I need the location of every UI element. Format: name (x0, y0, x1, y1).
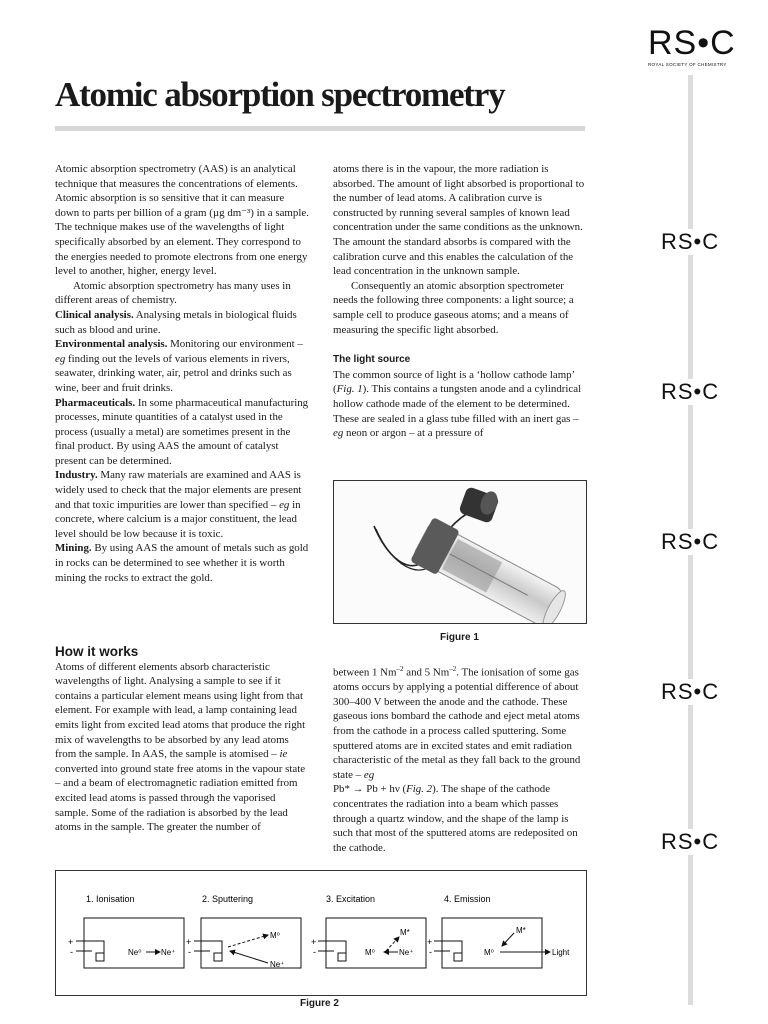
exponent: –2 (396, 665, 404, 673)
neon-atom: Ne⁰ (128, 948, 142, 957)
eg-abbrev: eg (333, 427, 344, 440)
components-paragraph: Consequently an atomic absorption spectrometer needs the following three components: a light source; a sample cell to produce gaseous atoms; and a means of measuring the specific light absorbed. (333, 279, 574, 336)
right-column-top (333, 162, 586, 441)
step-3-panel (311, 918, 426, 968)
step-2-panel (186, 918, 301, 969)
pressure-text: between 1 Nm (333, 666, 397, 679)
page-title: Atomic absorption spectrometry (55, 75, 505, 114)
figure-2-caption: Figure 2 (300, 998, 339, 1009)
intro-paragraph: Atomic absorption spectrometry (AAS) is an analytical technique that measures the concentrations of elements. Atomic absorption is so sensitive that it can measure down to parts per billion of a gram (µg dm⁻³) in a sample. The technique makes use of the wavelengths of light specifically absorbed by an element. They correspond to the energies needed to promote electrons from one energy level to another, higher, energy level. (55, 163, 309, 278)
calibration-paragraph: atoms there is in the vapour, the more radiation is absorbed. The amount of light absorbed is proportional to the number of lead atoms. A calibration curve is constructed by running several samples of known lead concentration under the same conditions as the unknown. The amount the standard absorbs is compared with the calibration curve and this enables the calculation of the lead concentration in the unknown sample. (333, 163, 585, 278)
light-label: Light (552, 948, 570, 957)
cathode-process-diagram (56, 871, 586, 995)
side-logo: RS•C (661, 229, 720, 254)
ie-abbrev: ie (279, 748, 288, 761)
clinical-heading: Clinical analysis. (55, 308, 134, 321)
sputtering-paragraph (333, 662, 586, 855)
industry-paragraph (55, 468, 310, 541)
step-2-label: 2. Sputtering (202, 894, 254, 904)
step-1-label: 1. Ionisation (86, 894, 135, 904)
pharmaceuticals-paragraph (55, 396, 310, 469)
neon-ion: Ne⁺ (161, 948, 176, 957)
neon-ion: Ne⁺ (399, 948, 414, 957)
light-source-paragraph (333, 368, 586, 441)
minus-sign: - (70, 947, 73, 957)
environmental-heading: Environmental analysis. (55, 338, 168, 351)
right-column-bottom (333, 662, 586, 855)
metal-atom: M⁰ (365, 948, 375, 957)
step-4-panel (427, 918, 570, 968)
minus-sign: - (188, 947, 191, 957)
logo-tagline: ROYAL SOCIETY OF CHEMISTRY (648, 62, 727, 67)
mining-text: By using AAS the amount of metals such as gold in rocks can be determined to see whether it is worth mining the rocks to extract the gold. (55, 542, 309, 584)
pressure-text: and 5 Nm (403, 666, 450, 679)
light-source-heading: The light source (333, 354, 411, 366)
industry-text: in concrete, where calcium is a major constituent, the lead level should be low because it is toxic. (55, 498, 301, 540)
plus-sign: + (311, 937, 317, 947)
logo-mark: RS•C (648, 24, 736, 62)
mining-heading: Mining. (55, 542, 92, 555)
pharmaceuticals-text: In some pharmaceutical manufacturing processes, minute quantities of a catalyst used in the process (usually a metal) are sometimes present in the final product. By using AAS the amount of catalyst present can be determined. (55, 396, 309, 467)
plus-sign: + (427, 937, 433, 947)
side-logo: RS•C (661, 679, 720, 704)
clinical-text: Analysing metals in biological fluids such as blood and urine. (55, 308, 297, 336)
pharmaceuticals-heading: Pharmaceuticals. (55, 396, 136, 409)
eg-abbrev: eg (363, 768, 375, 781)
side-logo: RS•C (661, 829, 720, 854)
figure-reference: Fig. 2 (406, 783, 433, 796)
minus-sign: - (429, 947, 432, 957)
clinical-paragraph (55, 308, 310, 337)
how-it-works-heading: How it works (55, 644, 139, 659)
paren: ( (399, 783, 407, 796)
environmental-text: Monitoring our environment – (167, 338, 303, 351)
industry-heading: Industry. (55, 469, 98, 482)
sputtering-text: . The ionisation of some gas atoms occurs by applying a potential difference of about 300–400 V between the anode and the cathode. These gaseous ions bombard the cathode and eject metal atoms from the cathode in a process called sputtering. Some sputtered atoms are in excited states and emit radiation characteristic of the metal as they fall back to the ground state – (333, 666, 581, 781)
step-3-label: 3. Excitation (326, 894, 376, 904)
step-4-label: 4. Emission (444, 894, 491, 904)
industry-text: Many raw materials are examined and AAS is widely used to check that the major elements are present and that toxic impurities are lower than specified – (55, 469, 302, 511)
how-it-works-paragraph (55, 660, 310, 835)
figure-2-diagram (55, 870, 587, 996)
sputtering-text: ). The shape of the cathode concentrates the radiation into a beam which passes through a quartz window, and the shape of the lamp is such that most of the sputtered atoms are redeposited on the cathode. (333, 783, 578, 854)
side-logo: RS•C (661, 379, 720, 404)
left-column (55, 162, 310, 585)
exponent: –2 (449, 665, 457, 673)
rsc-logo (648, 26, 740, 67)
emission-equation: Pb* → Pb + hν (333, 783, 400, 796)
environmental-text: finding out the levels of various elements in rivers, seawater, drinking water, air, petrol and drinks such as wine, beer and fruit drinks. (55, 352, 292, 394)
environmental-paragraph (55, 337, 310, 395)
figure-1-caption: Figure 1 (440, 632, 479, 643)
figure-1-photo (333, 480, 587, 624)
neon-ion: Ne⁺ (270, 960, 285, 969)
mining-paragraph (55, 541, 310, 585)
excited-metal-atom: M* (516, 926, 526, 935)
minus-sign: - (313, 947, 316, 957)
light-text: ). This contains a tungsten anode and a cylindrical hollow cathode made of the element to be determined. These are sealed in a glass tube filled with an inert gas – (333, 383, 582, 425)
side-logo: RS•C (661, 529, 720, 554)
figure-reference: Fig. 1 (336, 383, 363, 396)
title-rule (55, 126, 585, 131)
eg-abbrev: eg (55, 352, 66, 365)
step-1-panel (68, 918, 184, 968)
how-text: Atoms of different elements absorb characteristic wavelengths of light. Analysing a sample to see if it contains a particular element means using light from that element. For example with lead, a lamp containing lead emits light from excited lead atoms that produce the right mix of wavelengths to be absorbed by any lead atoms from the sample. In AAS, the sample is atomised – (55, 660, 306, 761)
eg-abbrev: eg (279, 498, 290, 511)
plus-sign: + (68, 937, 74, 947)
how-it-works-section (55, 645, 310, 835)
excited-metal-atom: M* (400, 928, 410, 937)
metal-atom: M⁰ (270, 931, 280, 940)
metal-atom: M⁰ (484, 948, 494, 957)
hollow-cathode-lamp-image (334, 481, 586, 623)
how-text: converted into ground state free atoms in the vapour state – and a beam of electromagnetic radiation emitted from excited lead atoms is passed through the vaporised sample. Some of the radiation is absorbed by the lead atoms in the sample. The greater the number of (55, 762, 306, 834)
uses-paragraph: Atomic absorption spectrometry has many uses in different areas of chemistry. (55, 279, 291, 307)
light-text: The common source of light is a ‘hollow cathode lamp’ ( (333, 368, 575, 396)
plus-sign: + (186, 937, 192, 947)
light-text: neon or argon – at a pressure of (343, 427, 484, 440)
